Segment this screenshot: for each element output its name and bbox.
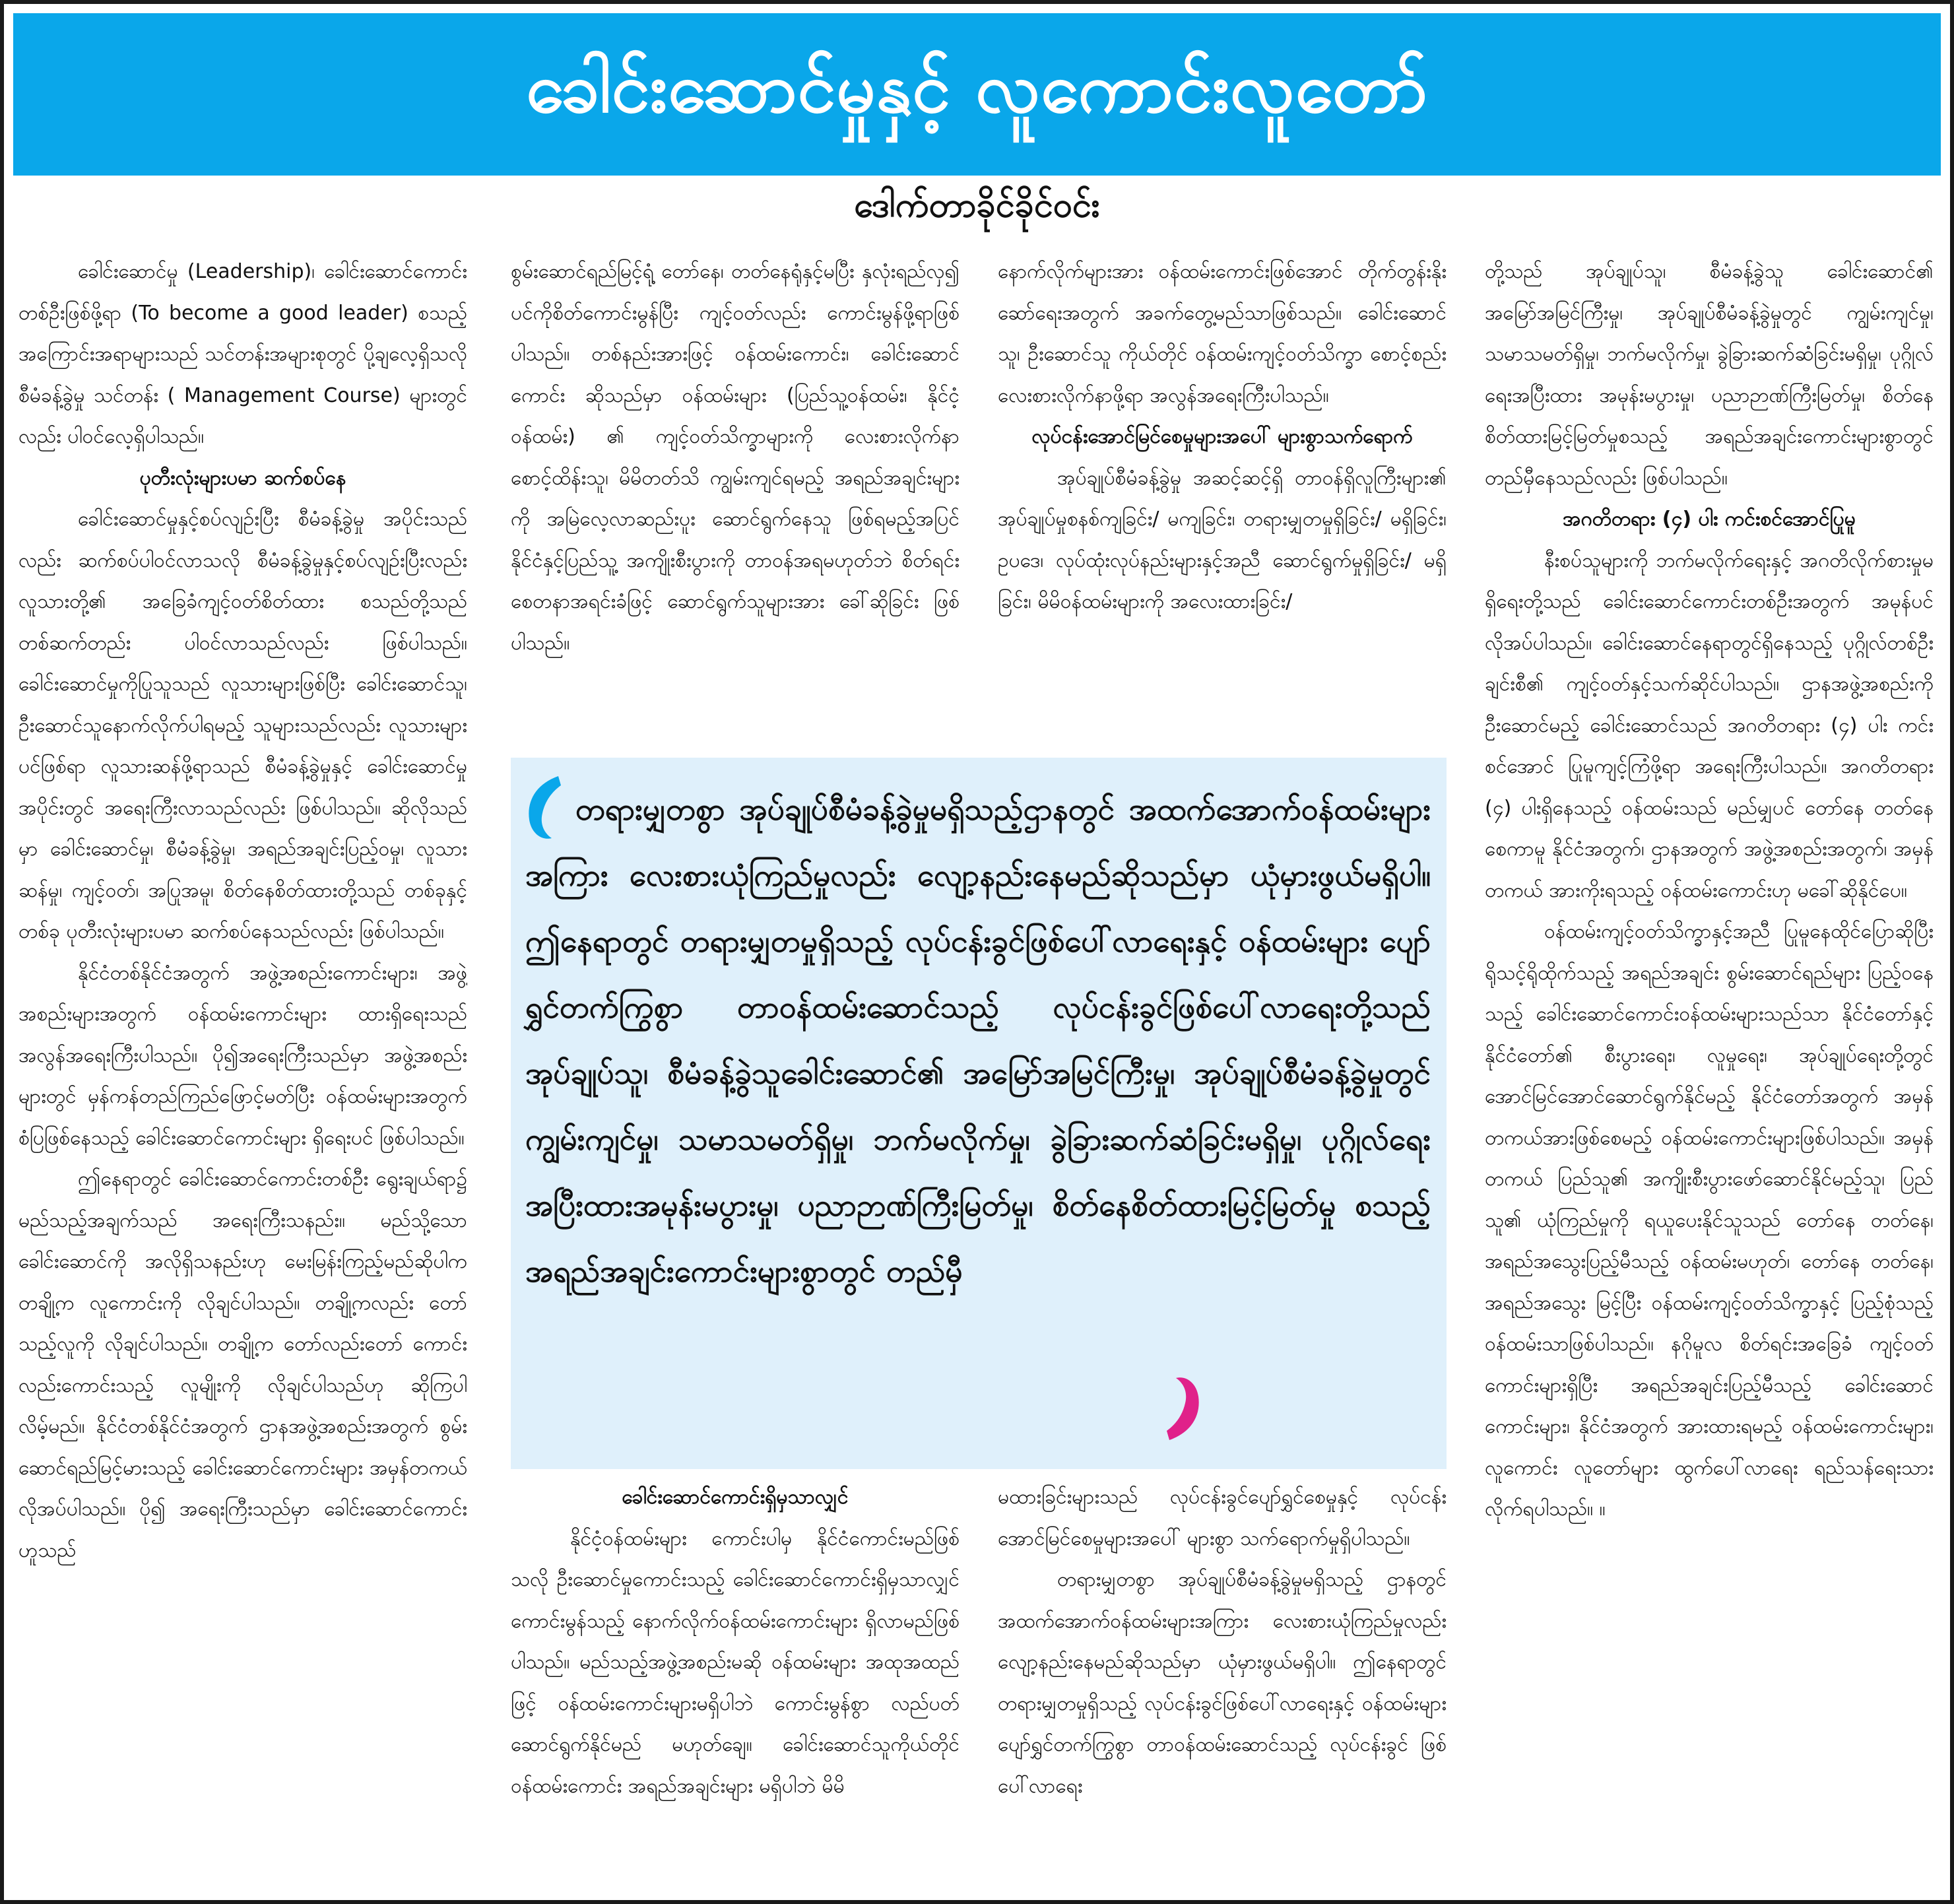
paragraph: ဝန်ထမ်းကျင့်ဝတ်သိက္ခာနှင့်အညီ ပြုမူနေထိုင်ပြောဆိုပြီး ရိုသင့်ရိုထိုက်သည့် အရည်အချင်း စွမ်းဆောင်ရည်များ ပြည့်ဝနေသည့် ခေါင်းဆောင်ကောင်းဝန်ထမ်းများသည်သာ နိုင်ငံတော်နှင့် နိုင်ငံတော်၏ စီးပွားရေး၊ လူမှုရေး၊ အုပ်ချုပ်ရေးတို့တွင် အောင်မြင်အောင်ဆောင်ရွက်နိုင်မည့် နိုင်ငံတော်အတွက် အမှန်တကယ်အားဖြစ်စေမည့် ဝန်ထမ်းကောင်းများဖြစ်ပါသည်။ အမှန်တကယ် ပြည်သူ၏ အကျိုးစီးပွားဖော်ဆောင်နိုင်မည့်သူ၊ ပြည်သူ၏ ယုံကြည်မှုကို ရယူပေးနိုင်သူသည် တော်နေ တတ်နေ၊ အရည်အသွေးပြည့်မီသည့် ဝန်ထမ်းမဟုတ်၊ တော်နေ တတ်နေ၊ အရည်အသွေး မြင့်ပြီး ဝန်ထမ်းကျင့်ဝတ်သိက္ခာနှင့် ပြည့်စုံသည့် ဝန်ထမ်းသာဖြစ်ပါသည်။ နဂိုမူလ စိတ်ရင်းအခြေခံ ကျင့်ဝတ်ကောင်းများရှိပြီး အရည်အချင်းပြည့်မီသည့် ခေါင်းဆောင်ကောင်းများ၊ နိုင်ငံအတွက် အားထားရမည့် ဝန်ထမ်းကောင်းများ၊ လူကောင်း လူတော်များ ထွက်ပေါ်လာရေး ရည်သန်ရေးသား လိုက်ရပါသည်။ ။ — [1485, 920, 1934, 1521]
close-quote-icon — [1164, 1371, 1204, 1444]
subheading: ပုတီးလုံးများပမာ ဆက်စပ်နေ — [139, 466, 346, 490]
paragraph: စွမ်းဆောင်ရည်မြင့်ရုံ့ တော်နေ၊ တတ်နေရုံနှင့်မပြီး နှလုံးရည်လှ၍ ပင်ကိုစိတ်ကောင်းမွန်ပြီး ကျင့်ဝတ်လည်း ကောင်းမွန်ဖို့ရာဖြစ်ပါသည်။ တစ်နည်းအားဖြင့် ဝန်ထမ်းကောင်း၊ ခေါင်းဆောင်ကောင်း ဆိုသည်မှာ ဝန်ထမ်းများ (ပြည်သူ့ဝန်ထမ်း၊ နိုင်ငံ့ဝန်ထမ်း) ၏ ကျင့်ဝတ်သိက္ခာများကို လေးစားလိုက်နာစောင့်ထိန်းသူ၊ မိမိတတ်သိ ကျွမ်းကျင်ရမည့် အရည်အချင်းများကို အမြဲလေ့လာဆည်းပူး ဆောင်ရွက်နေသူ ဖြစ်ရမည့်အပြင် နိုင်ငံနှင့်ပြည်သူ့ အကျိုးစီးပွားကို တာဝန်အရမဟုတ်ဘဲ စိတ်ရင်းစေတနာအရင်းခံဖြင့် ဆောင်ရွက်သူများအား ခေါ်ဆိုခြင်း ဖြစ်ပါသည်။ — [511, 260, 960, 655]
paragraph: နီးစပ်သူများကို ဘက်မလိုက်ရေးနှင့် အဂတိလိုက်စားမှုမရှိရေးတို့သည် ခေါင်းဆောင်ကောင်းတစ်ဦးအတွက် အမုန်ပင်လိုအပ်ပါသည်။ ခေါင်းဆောင်နေရာတွင်ရှိနေသည့် ပုဂ္ဂိုလ်တစ်ဦးချင်းစီ၏ ကျင့်ဝတ်နှင့်သက်ဆိုင်ပါသည်။ ဌာနအဖွဲ့အစည်းကို ဦးဆောင်မည့် ခေါင်းဆောင်သည် အဂတိတရား (၄) ပါး ကင်းစင်အောင် ပြုမူကျင့်ကြံဖို့ရာ အရေးကြီးပါသည်။ အဂတိတရား (၄) ပါးရှိနေသည့် ဝန်ထမ်းသည် မည်မျှပင် တော်နေ တတ်နေစေကာမူ နိုင်ငံအတွက်၊ ဌာနအတွက် အဖွဲ့အစည်းအတွက်၊ အမှန်တကယ် အားကိုးရသည့် ဝန်ထမ်းကောင်းဟု မခေါ်ဆိုနိုင်ပေ။ — [1485, 548, 1934, 902]
article-title: ခေါင်းဆောင်မှုနှင့် လူကောင်းလူတော် — [526, 48, 1428, 128]
article-column-3-bottom — [998, 1477, 1447, 1886]
article-column-1 — [18, 251, 467, 1885]
title-banner — [13, 13, 1941, 176]
article-column-4 — [1485, 251, 1934, 1885]
paragraph: မထားခြင်းများသည် လုပ်ငန်းခွင်ပျော်ရွှင်စေမှုနှင့် လုပ်ငန်းအောင်မြင်စေမှုများအပေါ် များစွာ သက်ရောက်မှုရှိပါသည်။ — [998, 1486, 1447, 1550]
paragraph: ဤနေရာတွင် ခေါင်းဆောင်ကောင်းတစ်ဦး ရွေးချယ်ရာ၌ မည်သည့်အချက်သည် အရေးကြီးသနည်း။ မည်သို့သော ခေါင်းဆောင်ကို အလိုရှိသနည်းဟု မေးမြန်းကြည့်မည်ဆိုပါက တချို့က လူကောင်းကို လိုချင်ပါသည်။ တချို့ကလည်း တော်သည့်လူကို လိုချင်ပါသည်။ တချို့က တော်လည်းတော် ကောင်းလည်းကောင်းသည့် လူမျိုးကို လိုချင်ပါသည်ဟု ဆိုကြပါလိမ့်မည်။ နိုင်ငံတစ်နိုင်ငံအတွက် ဌာနအဖွဲ့အစည်းအတွက် စွမ်းဆောင်ရည်မြင့်မားသည့် ခေါင်းဆောင်ကောင်းများ အမှန်တကယ်လိုအပ်ပါသည်။ ပို၍ အရေးကြီးသည်မှာ ခေါင်းဆောင်ကောင်းဟူသည် — [18, 1167, 467, 1562]
article-column-2-bottom — [511, 1477, 960, 1886]
pull-quote-text: တရားမျှတစွာ အုပ်ချုပ်စီမံခန့်ခွဲမှုမရှိသည့်ဌာနတွင် အထက်အောက်ဝန်ထမ်းများအကြား လေးစားယုံကြည်မှုလည်း လျော့နည်းနေမည်ဆိုသည်မှာ ယုံမှားဖွယ်မရှိပါ။ ဤနေရာတွင် တရားမျှတမှုရှိသည့် လုပ်ငန်းခွင်ဖြစ်ပေါ်လာရေးနှင့် ဝန်ထမ်းများ ပျော်ရွှင်တက်ကြွစွာ တာဝန်ထမ်းဆောင်သည့် လုပ်ငန်းခွင်ဖြစ်ပေါ်လာရေးတို့သည် အုပ်ချုပ်သူ၊ စီမံခန့်ခွဲသူခေါင်းဆောင်၏ အမြော်အမြင်ကြီးမှု၊ အုပ်ချုပ်စီမံခန့်ခွဲမှုတွင် ကျွမ်းကျင်မှု၊ သမာသမတ်ရှိမှု၊ ဘက်မလိုက်မှု၊ ခွဲခြားဆက်ဆံခြင်းမရှိမှု၊ ပုဂ္ဂိုလ်ရေးအပြီးထားအမုန်းမပွားမှု၊ ပညာဉာဏ်ကြီးမြတ်မှု၊ စိတ်နေစိတ်ထားမြင့်မြတ်မှု စသည့်အရည်အချင်းကောင်းများစွာတွင် တည်မှီ — [525, 791, 1431, 1289]
subheading: လုပ်ငန်းအောင်မြင်စေမှုများအပေါ် များစွာသက်ရောက် — [1031, 425, 1413, 448]
paragraph: ခေါင်းဆောင်မှု (Leadership)၊ ခေါင်းဆောင်ကောင်းတစ်ဦးဖြစ်ဖို့ရာ (To become a good leader) စသည့်အကြောင်းအရာများသည် သင်တန်းအများစုတွင် ပို့ချလေ့ရှိသလို စီမံခန့်ခွဲမှု သင်တန်း ( Management Course) များတွင်လည်း ပါဝင်လေ့ရှိပါသည်။ — [18, 260, 467, 448]
paragraph: နိုင်ငံ့ဝန်ထမ်းများ ကောင်းပါမှ နိုင်ငံကောင်းမည်ဖြစ်သလို ဦးဆောင်မှုကောင်းသည့် ခေါင်းဆောင်ကောင်းရှိမှသာလျှင် ကောင်းမွန်သည့် နောက်လိုက်ဝန်ထမ်းကောင်းများ ရှိလာမည်ဖြစ်ပါသည်။ မည်သည့်အဖွဲ့အစည်းမဆို ဝန်ထမ်းများ အထုအထည်ဖြင့် ဝန်ထမ်းကောင်းများမရှိပါဘဲ ကောင်းမွန်စွာ လည်ပတ်ဆောင်ရွက်နိုင်မည် မဟုတ်ချေ။ ခေါင်းဆောင်သူကိုယ်တိုင် ဝန်ထမ်းကောင်း အရည်အချင်းများ မရှိပါဘဲ မိမိ — [511, 1526, 960, 1798]
article-column-3-top — [998, 251, 1447, 750]
pull-quote-box — [511, 758, 1447, 1469]
paragraph: တရားမျှတစွာ အုပ်ချုပ်စီမံခန့်ခွဲမှုမရှိသည့် ဌာနတွင် အထက်အောက်ဝန်ထမ်းများအကြား လေးစားယုံကြည်မှုလည်း လျော့နည်းနေမည်ဆိုသည်မှာ ယုံမှားဖွယ်မရှိပါ။ ဤနေရာတွင် တရားမျှတမှုရှိသည့် လုပ်ငန်းခွင်ဖြစ်ပေါ်လာရေးနှင့် ဝန်ထမ်းများ ပျော်ရွှင်တက်ကြွစွာ တာဝန်ထမ်းဆောင်သည့် လုပ်ငန်းခွင် ဖြစ်ပေါ်လာရေး — [998, 1568, 1447, 1798]
paragraph: တို့သည် အုပ်ချုပ်သူ၊ စီမံခန့်ခွဲသူ ခေါင်းဆောင်၏ အမြော်အမြင်ကြီးမှု၊ အုပ်ချုပ်စီမံခန့်ခွဲမှုတွင် ကျွမ်းကျင်မှု၊ သမာသမတ်ရှိမှု၊ ဘက်မလိုက်မှု၊ ခွဲခြားဆက်ဆံခြင်းမရှိမှု၊ ပုဂ္ဂိုလ်ရေးအပြီးထား အမုန်းမပွားမှု၊ ပညာဉာဏ်ကြီးမြတ်မှု၊ စိတ်နေစိတ်ထားမြင့်မြတ်မှုစသည့် အရည်အချင်းကောင်းများစွာတွင် တည်မှီနေသည်လည်း ဖြစ်ပါသည်။ — [1485, 260, 1934, 490]
paragraph: နိုင်ငံတစ်နိုင်ငံအတွက် အဖွဲ့အစည်းကောင်းများ၊ အဖွဲ့အစည်းများအတွက် ဝန်ထမ်းကောင်းများ ထားရှိရေးသည် အလွန်အရေးကြီးပါသည်။ ပို၍အရေးကြီးသည်မှာ အဖွဲ့အစည်းများတွင် မှန်ကန်တည်ကြည်ဖြောင့်မတ်ပြီး ဝန်ထမ်းများအတွက် စံပြဖြစ်နေသည့် ခေါင်းဆောင်ကောင်းများ ရှိရေးပင် ဖြစ်ပါသည်။ — [18, 961, 467, 1150]
author-byline: ဒေါက်တာခိုင်ခိုင်ဝင်း — [854, 185, 1100, 225]
paragraph: ခေါင်းဆောင်မှုနှင့်စပ်လျဉ်းပြီး စီမံခန့်ခွဲမှု အပိုင်းသည်လည်း ဆက်စပ်ပါဝင်လာသလို စီမံခန့်ခွဲမှုနှင့်စပ်လျဉ်းပြီးလည်း လူသားတို့၏ အခြေခံကျင့်ဝတ်စိတ်ထား စသည်တို့သည် တစ်ဆက်တည်း ပါဝင်လာသည်လည်း ဖြစ်ပါသည်။ ခေါင်းဆောင်မှုကိုပြုသူသည် လူသားများဖြစ်ပြီး ခေါင်းဆောင်သူ၊ ဦးဆောင်သူနောက်လိုက်ပါရမည့် သူများသည်လည်း လူသားများပင်ဖြစ်ရာ လူသားဆန်ဖို့ရာသည် စီမံခန့်ခွဲမှုနှင့် ခေါင်းဆောင်မှုအပိုင်းတွင် အရေးကြီးလာသည်လည်း ဖြစ်ပါသည်။ ဆိုလိုသည်မှာ ခေါင်းဆောင်မှု၊ စီမံခန့်ခွဲမှု၊ အရည်အချင်းပြည့်ဝမှု၊ လူသားဆန်မှု၊ ကျင့်ဝတ်၊ အပြုအမူ၊ စိတ်နေစိတ်ထားတို့သည် တစ်ခုနှင့်တစ်ခု ပုတီးလုံးများပမာ ဆက်စပ်နေသည်လည်း ဖြစ်ပါသည်။ — [18, 508, 467, 943]
subheading: ခေါင်းဆောင်ကောင်းရှိမှသာလျှင် — [622, 1486, 849, 1509]
article-column-2-top — [511, 251, 960, 750]
paragraph: နောက်လိုက်များအား ဝန်ထမ်းကောင်းဖြစ်အောင် တိုက်တွန်းနိုးဆော်ရေးအတွက် အခက်တွေ့မည်သာဖြစ်သည်။ ခေါင်းဆောင်သူ၊ ဦးဆောင်သူ ကိုယ်တိုင် ဝန်ထမ်းကျင့်ဝတ်သိက္ခာ စောင့်စည်း လေးစားလိုက်နာဖို့ရာ အလွန်အရေးကြီးပါသည်။ — [998, 260, 1447, 407]
paragraph: အုပ်ချုပ်စီမံခန့်ခွဲမှု အဆင့်ဆင့်ရှိ တာဝန်ရှိလူကြီးများ၏ အုပ်ချုပ်မှုစနစ်ကျခြင်း/ မကျခြင်း၊ တရားမျှတမှုရှိခြင်း/ မရှိခြင်း၊ ဥပဒေ၊ လုပ်ထုံးလုပ်နည်းများနှင့်အညီ ဆောင်ရွက်မှုရှိခြင်း/ မရှိခြင်း၊ မိမိဝန်ထမ်းများကို အလေးထားခြင်း/ — [998, 466, 1447, 613]
subheading: အဂတိတရား (၄) ပါး ကင်းစင်အောင်ပြုမူ — [1563, 508, 1856, 531]
